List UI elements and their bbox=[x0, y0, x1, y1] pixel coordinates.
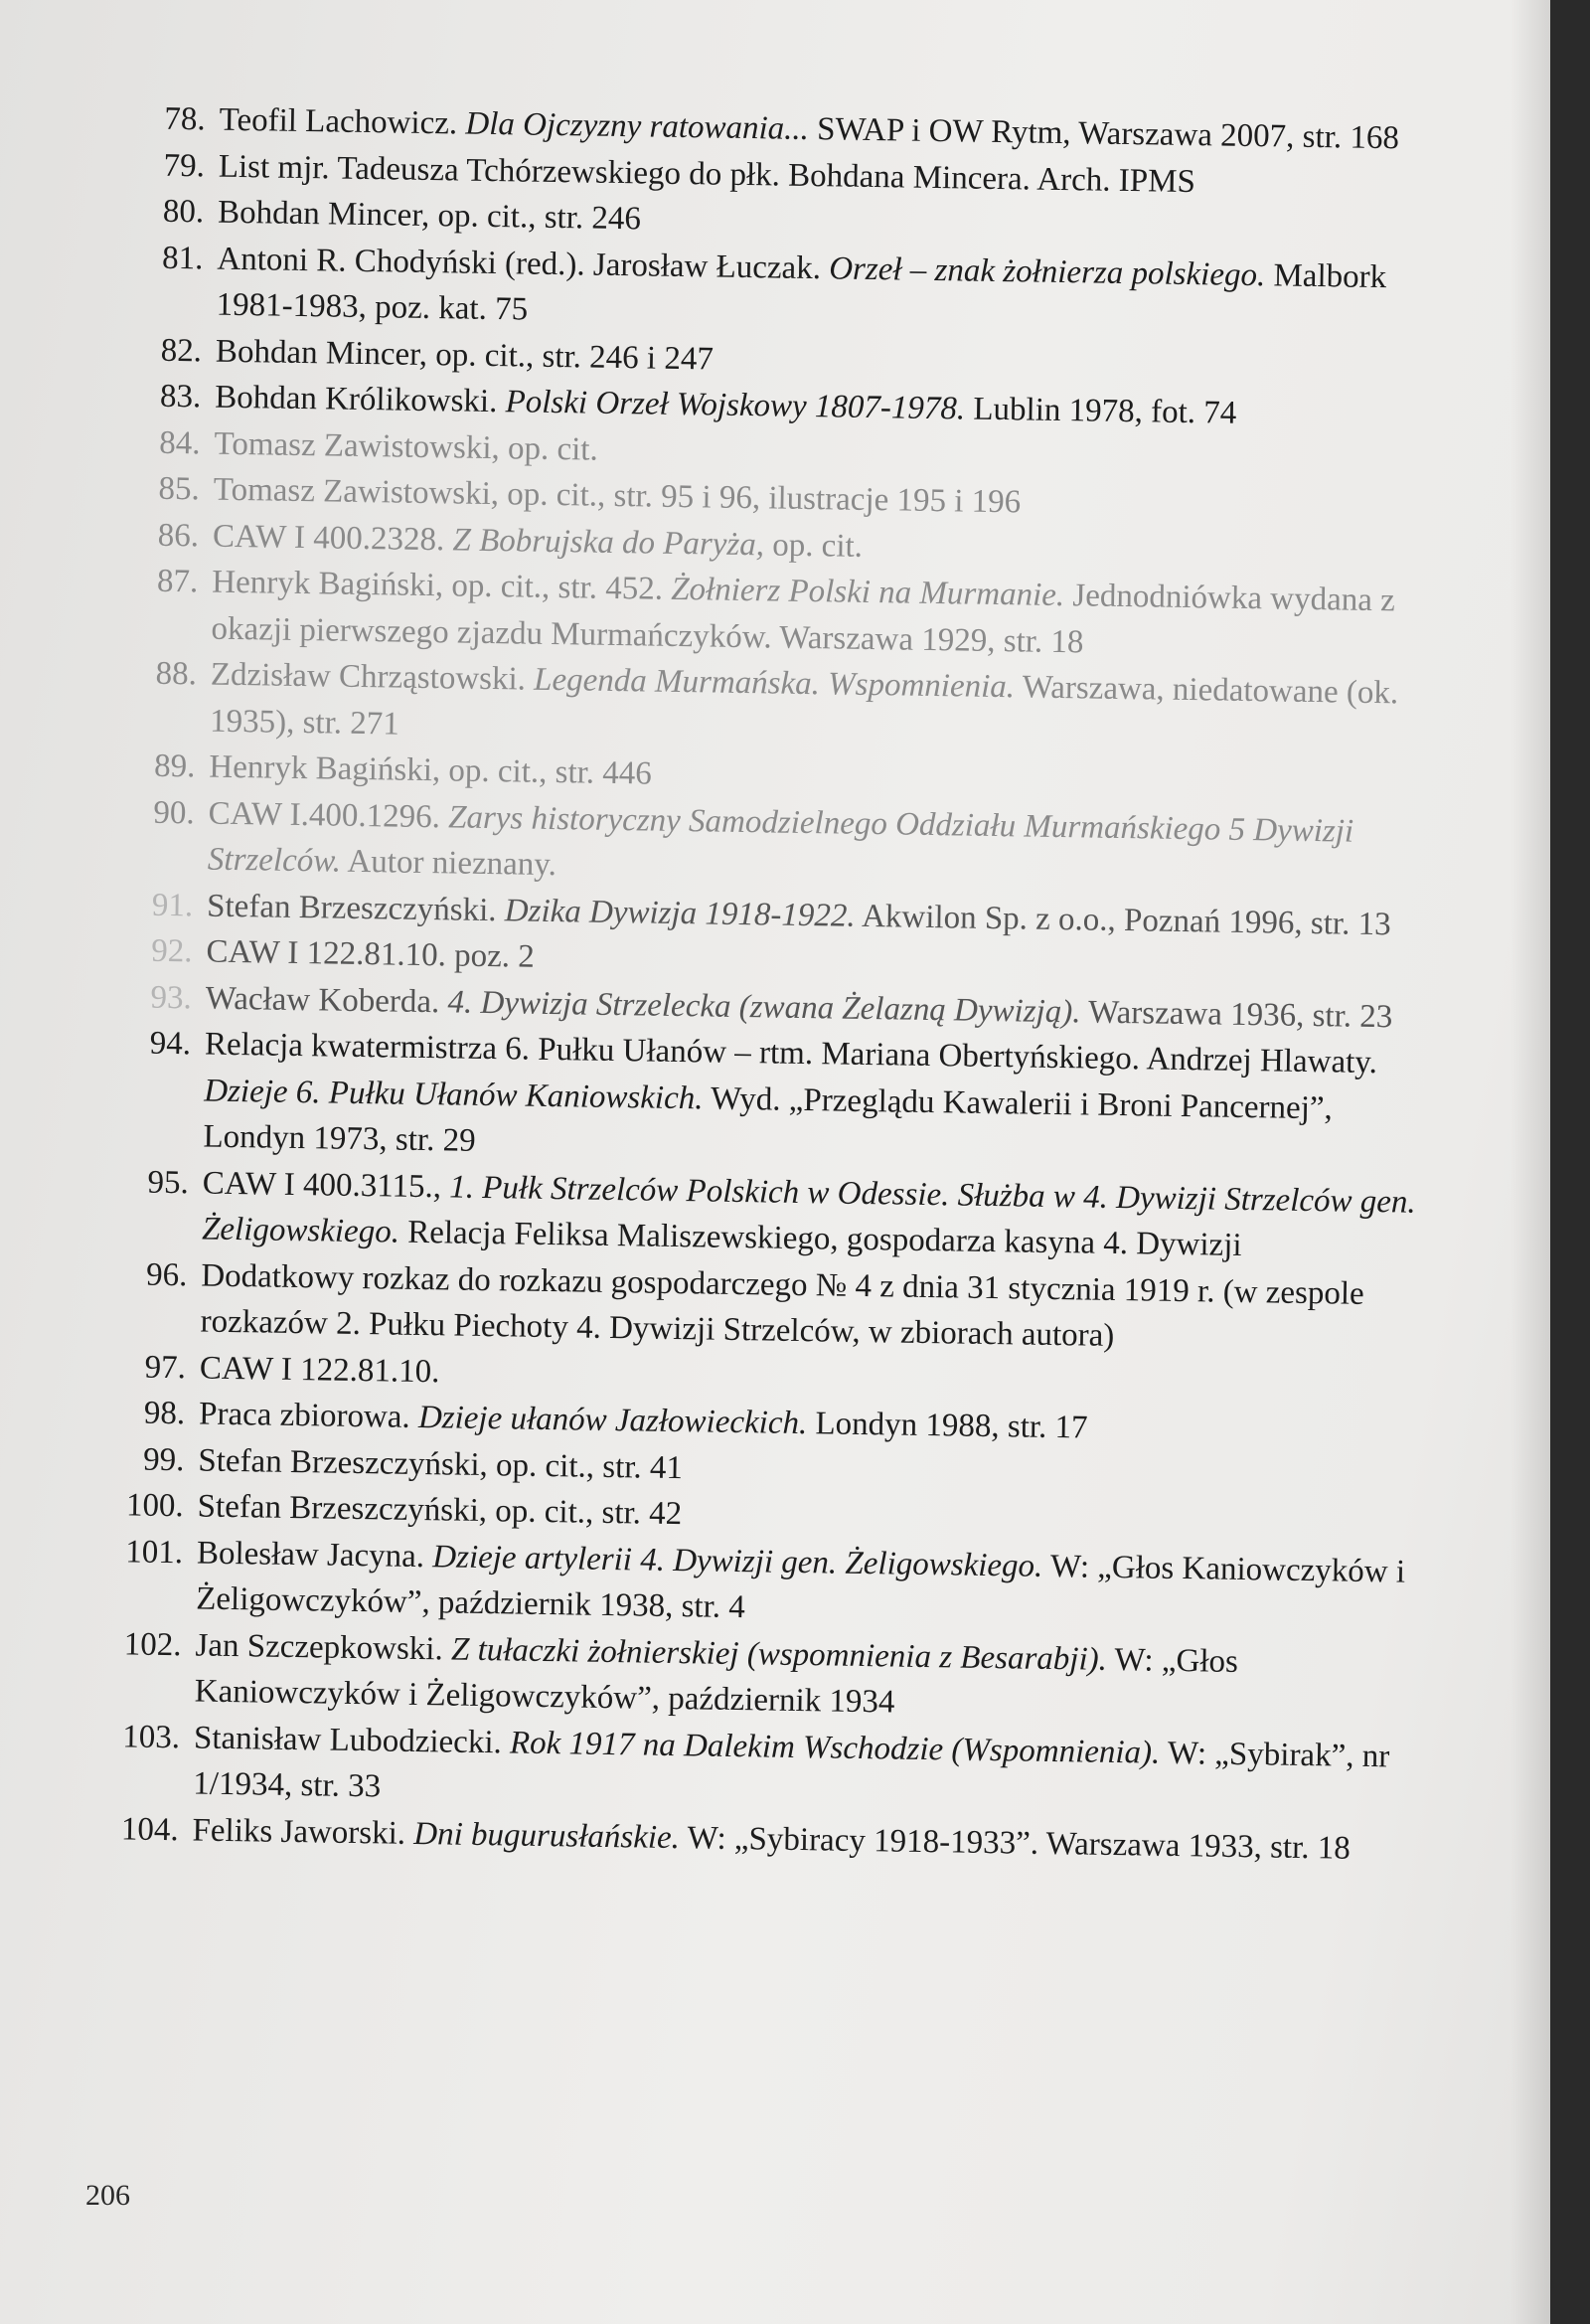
endnote-text-part: Relacja Feliksa Maliszewskiego, gospodarza kasyna 4. Dywizji bbox=[398, 1214, 1242, 1263]
endnote-title-italic: Rok 1917 na Dalekim Wschodzie (Wspomnienia). bbox=[509, 1724, 1161, 1771]
endnote-number: 78. bbox=[164, 100, 206, 138]
endnote-text-part: Relacja kwatermistrza 6. Pułku Ułanów – rtm. Mariana Obertyńskiego. Andrzej Hlawaty. bbox=[204, 1026, 1378, 1081]
endnote-text-part: CAW I 122.81.10. poz. 2 bbox=[206, 933, 536, 975]
endnote-number: 85. bbox=[158, 470, 201, 508]
endnote-text-part: W: „Głos Kaniowczyków i Żeligowczyków”, październik 1938, str. 4 bbox=[195, 1548, 1406, 1626]
endnote-number: 100. bbox=[125, 1487, 184, 1525]
endnote-text-part: Lublin 1978, fot. 74 bbox=[964, 391, 1237, 431]
endnote-title-italic: Z tułaczki żołnierskiej (wspomnienia z Besarabji). bbox=[450, 1631, 1108, 1678]
endnote-title-italic: Żołnierz Polski na Murmanie. bbox=[670, 571, 1065, 614]
endnote-title-italic: Dni bugurusłańskie. bbox=[413, 1815, 681, 1856]
endnote-text-part: W: „Głos Kaniowczyków i Żeligowczyków”, październik 1934 bbox=[194, 1641, 1239, 1721]
endnote-title-italic: Legenda Murmańska. Wspomnienia. bbox=[533, 661, 1016, 706]
endnote-text bbox=[214, 425, 598, 467]
endnote-text bbox=[195, 1627, 1239, 1721]
endnote-text-part: W: „Sybiracy 1918-1933”. Warszawa 1933, str. 18 bbox=[679, 1819, 1352, 1867]
endnote-text-part: Bolesław Jacyna. bbox=[196, 1534, 433, 1575]
endnote-title-italic: Dzieje ułanów Jazłowieckich. bbox=[417, 1399, 808, 1442]
endnote-number: 79. bbox=[163, 147, 206, 184]
endnote-title-italic: Polski Orzeł Wojskowy 1807-1978. bbox=[505, 384, 966, 427]
endnote-number: 93. bbox=[150, 979, 193, 1016]
endnote-text bbox=[200, 1257, 1364, 1354]
endnote-number: 86. bbox=[157, 517, 200, 554]
endnote-number: 104. bbox=[120, 1810, 179, 1848]
endnote-text-part: CAW I 400.3115., bbox=[202, 1165, 450, 1205]
endnote-text-part: Stanisław Lubodziecki. bbox=[193, 1719, 511, 1760]
endnote-number: 83. bbox=[159, 378, 202, 415]
endnote-text-part: Bohdan Mincer, op. cit., str. 246 i 247 bbox=[215, 333, 715, 378]
endnote-text-part: Antoni R. Chodyński (red.). Jarosław Łuczak. bbox=[217, 241, 830, 286]
endnote-text-part: Warszawa 1936, str. 23 bbox=[1080, 993, 1393, 1035]
endnote-text-part: Wacław Koberda. bbox=[205, 980, 448, 1020]
endnote-number: 98. bbox=[143, 1395, 186, 1432]
endnote-text-part: Feliks Jaworski. bbox=[192, 1811, 414, 1852]
endnote-text-part: Praca zbiorowa. bbox=[198, 1396, 419, 1435]
page-number: 206 bbox=[85, 2179, 130, 2212]
endnote-text-part: CAW I.400.1296. bbox=[208, 795, 449, 835]
endnote-number: 80. bbox=[162, 193, 205, 231]
endnote-title-italic: Zarys historyczny Samodzielnego Oddziału Murmańskiego 5 Dywizji Strzelców. bbox=[207, 798, 1354, 880]
endnote-title-italic: Dzika Dywizja 1918-1922. bbox=[504, 892, 856, 934]
endnote-text bbox=[209, 749, 652, 792]
endnote-text-part: Wyd. „Przeglądu Kawalerii i Broni Pancernej”, Londyn 1973, str. 29 bbox=[203, 1079, 1334, 1159]
endnote-text bbox=[216, 333, 714, 377]
endnote-title-italic: Dla Ojczyzny ratowania... bbox=[465, 105, 810, 147]
endnote-title-italic: Orzeł – znak żołnierza polskiego. bbox=[828, 249, 1266, 293]
endnote-text bbox=[202, 1165, 1416, 1263]
endnote-text-part: Teofil Lachowicz. bbox=[219, 101, 466, 142]
endnote-text-part: Stefan Brzeszczyński, op. cit., str. 42 bbox=[197, 1488, 683, 1533]
endnote-text-part: SWAP i OW Rytm, Warszawa 2007, str. 168 bbox=[808, 110, 1400, 157]
endnote-title-italic: 4. Dywizja Strzelecka (zwana Żelazną Dywizją). bbox=[447, 983, 1081, 1030]
endnote-number: 81. bbox=[161, 240, 204, 276]
endnote-text-part: op. cit. bbox=[763, 526, 864, 565]
endnote-number: 97. bbox=[144, 1349, 187, 1386]
endnote-number: 90. bbox=[153, 794, 195, 831]
endnote-text bbox=[197, 1488, 682, 1532]
endnote-number: 103. bbox=[122, 1718, 181, 1755]
endnote-number: 102. bbox=[123, 1625, 182, 1663]
endnote-item bbox=[97, 1020, 1431, 1180]
endnote-text bbox=[210, 657, 1399, 742]
endnote-number: 89. bbox=[153, 747, 196, 785]
endnote-text-part: Tomasz Zawistowski, op. cit. bbox=[214, 425, 599, 468]
endnote-text-part: Akwilon Sp. z o.o., Poznań 1996, str. 13 bbox=[855, 898, 1391, 942]
endnote-text-part: Londyn 1988, str. 17 bbox=[806, 1406, 1088, 1446]
endnote-number: 94. bbox=[149, 1025, 192, 1063]
endnote-text-part: Stefan Brzeszczyński, op. cit., str. 41 bbox=[198, 1441, 684, 1486]
endnote-number: 82. bbox=[160, 332, 203, 369]
endnote-text bbox=[196, 1535, 1405, 1625]
endnote-text-part: Dodatkowy rozkaz do rozkazu gospodarczego № 4 z dnia 31 stycznia 1919 r. (w zespole rozkazów 2. Pułku Piechoty 4. Dywizji Strzelców, w zbiorach autora) bbox=[200, 1257, 1365, 1354]
endnote-text-part: List mjr. Tadeusza Tchórzewskiego do płk. Bohdana Mincera. Arch. IPMS bbox=[218, 148, 1196, 200]
endnote-text-part: Stefan Brzeszczyński. bbox=[206, 888, 506, 928]
endnote-text bbox=[200, 1350, 440, 1390]
endnote-text bbox=[216, 241, 1386, 327]
endnote-number: 101. bbox=[124, 1533, 184, 1571]
endnote-text-part: Warszawa, niedatowane (ok. 1935), str. 271 bbox=[209, 669, 1399, 743]
endnote-text-part: Henryk Bagiński, op. cit., str. 446 bbox=[209, 748, 653, 792]
endnote-text-part: Zdzisław Chrząstowski. bbox=[210, 656, 535, 698]
endnote-text-part: CAW I 122.81.10. bbox=[199, 1350, 440, 1390]
endnote-number: 96. bbox=[145, 1256, 188, 1293]
endnote-text bbox=[213, 472, 1021, 521]
endnote-number: 99. bbox=[142, 1441, 185, 1478]
endnote-title-italic: Dzieje 6. Pułku Ułanów Kaniowskich. bbox=[204, 1073, 704, 1116]
endnote-text bbox=[208, 795, 1354, 883]
endnote-text-part: Bohdan Królikowski. bbox=[214, 379, 506, 420]
endnote-text-part: Bohdan Mincer, op. cit., str. 246 bbox=[217, 194, 642, 238]
endnote-text bbox=[211, 565, 1395, 660]
endnote-text-part: Henryk Bagiński, op. cit., str. 452. bbox=[212, 564, 672, 607]
endnote-text bbox=[213, 518, 863, 564]
endnote-text bbox=[193, 1720, 1389, 1804]
endnote-title-italic: Z Bobrujska do Paryża, bbox=[452, 521, 765, 563]
endnote-text-part: CAW I 400.2328. bbox=[212, 518, 453, 558]
endnote-text bbox=[206, 934, 535, 975]
endnote-text bbox=[199, 1397, 1088, 1446]
endnote-number: 87. bbox=[156, 563, 199, 600]
endnote-text bbox=[218, 195, 641, 238]
endnote-text-part: Tomasz Zawistowski, op. cit., str. 95 i 96, ilustracje 195 i 196 bbox=[213, 471, 1022, 521]
endnote-text-part: Jan Szczepkowski. bbox=[195, 1626, 452, 1668]
endnote-number: 84. bbox=[158, 424, 201, 461]
endnote-text bbox=[198, 1442, 683, 1486]
endnote-number: 92. bbox=[150, 932, 193, 970]
endnote-text-part: Autor nieznany. bbox=[340, 843, 557, 884]
endnote-number: 91. bbox=[151, 887, 194, 923]
endnotes-list bbox=[86, 95, 1446, 1873]
endnote-number: 95. bbox=[147, 1164, 190, 1201]
endnote-title-italic: 1. Pułk Strzelców Polskich w Odessie. Służba w 4. Dywizji Strzelców gen. Żeligowskiego. bbox=[201, 1168, 1416, 1250]
endnote-number: 88. bbox=[155, 655, 198, 693]
endnote-title-italic: Dzieje artylerii 4. Dywizji gen. Żeligowskiego. bbox=[432, 1538, 1043, 1584]
endnote-text-part: Jednodniówka wydana z okazji pierwszego zjazdu Murmańczyków. Warszawa 1929, str. 18 bbox=[211, 578, 1396, 660]
endnote-text-part: W: „Sybirak”, nr 1/1934, str. 33 bbox=[193, 1735, 1390, 1805]
endnote-text-part: Malbork 1981-1983, poz. kat. 75 bbox=[216, 256, 1387, 328]
endnote-text bbox=[203, 1027, 1377, 1159]
